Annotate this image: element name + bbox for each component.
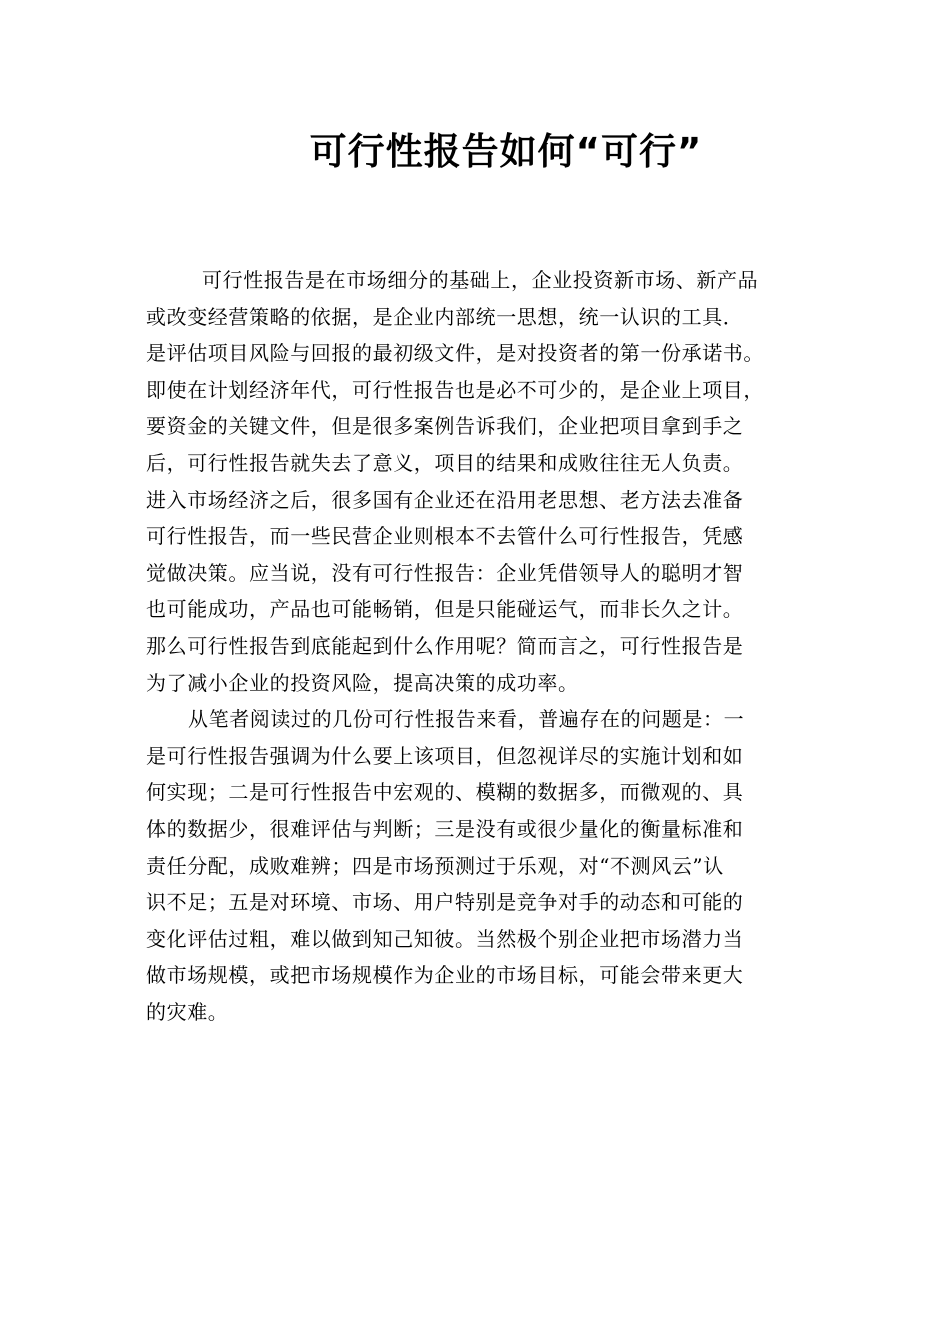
text-line: 那么可行性报告到底能起到什么作用呢？简而言之，可行性报告是	[146, 633, 744, 658]
text-line: 识不足；五是对环境、市场、用户特别是竞争对手的动态和可能的	[146, 890, 744, 915]
text-line: 何实现；二是可行性报告中宏观的、模糊的数据多，而微观的、具	[146, 780, 744, 805]
text-line: 后，可行性报告就失去了意义，项目的结果和成败往往无人负责。	[146, 450, 744, 475]
text-line: 的灾难。	[146, 999, 229, 1024]
text-line: 可行性报告是在市场细分的基础上，企业投资新市场、新产品	[202, 268, 759, 292]
text-line: 体的数据少，很难评估与判断；三是没有或很少量化的衡量标准和	[146, 816, 744, 841]
paragraph	[146, 262, 826, 701]
text-line: 从笔者阅读过的几份可行性报告来看，普遍存在的问题是：一	[188, 707, 745, 732]
text-line: 要资金的关键文件，但是很多案例告诉我们，企业把项目拿到手之	[146, 414, 744, 439]
text-line: 进入市场经济之后，很多国有企业还在沿用老思想、老方法去准备	[146, 487, 744, 512]
text-line: 是可行性报告强调为什么要上该项目，但忽视详尽的实施计划和如	[146, 743, 744, 768]
text-line: 责任分配，成败难辨；四是市场预测过于乐观，对“不测风云”认	[146, 853, 724, 878]
text-line: 是评估项目风险与回报的最初级文件，是对投资者的第一份承诺书。	[146, 341, 764, 366]
text-line: 做市场规模，或把市场规模作为企业的市场目标，可能会带来更大	[146, 963, 744, 988]
text-line: 变化评估过粗，难以做到知己知彼。当然极个别企业把市场潜力当	[146, 926, 744, 951]
document-title: 可行性报告如何“可行”	[309, 130, 703, 173]
text-line: 为了减小企业的投资风险，提高决策的成功率。	[146, 670, 579, 695]
text-line: 或改变经营策略的依据，是企业内部统一思想，统一认识的工具．	[146, 304, 744, 329]
text-line: 即使在计划经济年代，可行性报告也是必不可少的，是企业上项目，	[146, 377, 764, 402]
paragraph	[146, 701, 826, 1030]
text-line: 也可能成功，产品也可能畅销，但是只能碰运气，而非长久之计。	[146, 597, 744, 622]
document-body	[146, 262, 826, 1030]
text-line: 觉做决策。应当说，没有可行性报告：企业凭借领导人的聪明才智	[146, 560, 744, 585]
text-line: 可行性报告，而一些民营企业则根本不去管什么可行性报告，凭感	[146, 524, 744, 549]
